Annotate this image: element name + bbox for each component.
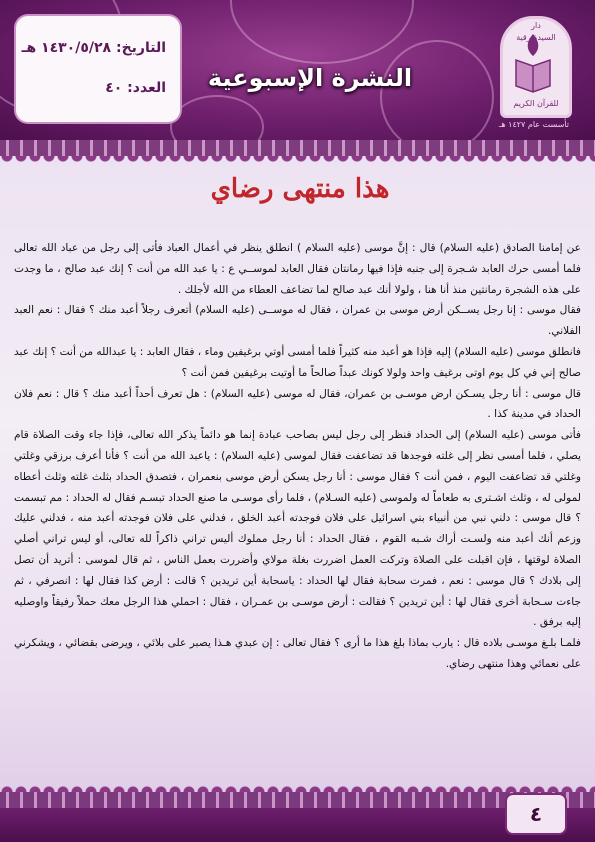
article-body <box>14 238 581 675</box>
top-lace-border <box>0 156 595 168</box>
issue-info-box <box>16 16 180 122</box>
decorative-swirl <box>380 40 494 154</box>
article-paragraph: فانطلق موسى (عليه السلام) إليه فإذا هو أعبد منه كثيراً فلما أمسى أوتي برغيفين وماء ، فقال العابد : يا عبدالله من أنت ؟ إنك عبد صالح إني في كل يوم اوتى برغيف واحد ولولا كونك عبداً صالحاً ما أوتيت برغيفين فمن أنت ؟ <box>14 345 581 379</box>
article-paragraph: فلمـا بلـغ موسـى بلاده قال : يارب بماذا بلغ هذا ما أرى ؟ فقال تعالى : إن عبدي هـذا يصبر على بلائي ، ويرضى بقضائي ، ويشكرني على نعمائي وهذا منتهى رضاي. <box>14 637 581 670</box>
article-paragraph: قال موسى : أنا رجل يسـكن ارض موسـى بن عمران، فقال له موسى (عليه السلام) : هل تعرف أحداً أعبد منك ؟ قال : نعم فلان الحداد في مدينة كذا . <box>14 387 581 421</box>
article-paragraph: فأتى موسى (عليه السلام) إلى الحداد فنظر إلى رجل ليس بصاحب عبادة إنما هو دائماً يذكر الله تعالى، فإذا جاء وقت الصلاة قام يصلي ، فلما أمسى نظر إلى غلته فوجدها قد تضاعفت فقال لموسى (عليه السلام) : ياعبد الله من أنت ؟ فأنا أعرف برزقي وغلتي وغلتي قد تضاعفت اليوم ، فمن أنت ؟ فقال موسى : أنا رجل يسكن أرض موسى بنعمران ، فتصدق الحداد بثلث غلته وثلث أعطاه لمولى له ، وثلث اشـترى به طعاماً له ولموسى (عليه السـلام) ، فلما رأى موسـى ما صنع الحداد تبسـم فقال له الحداد : مم تبسمت ؟ قال موسى : دلني نبي من أنبياء بني اسرائيل على فلان فوجدته أعبد الخلق ، فدلني على فلان فوجدته أعبد منه ، فدلني عليك وزعم أنك أعبد منه ولسـت أراك شـبه القوم ، فقال الحداد : أنا رجل مملوك أليس تراني ذاكراً لله تعالى، أو ليس تراني أصلي الصلاة لوقتها ، فإن اقبلت على الصلاة وتركت العمل اضررت بغلة مولاي وأضررت بعمل الناس ، ثم قال لموسى : أتريد أن تصل إلى بلادك ؟ قال موسى : نعم ، فمرت سحابة فقال لها الحداد : ياسحابة أين تريدين ؟ قالت : أرض كذا فقال لها : انصرفي ، ثم جاءت سـحابة أخرى فقال لها : أين تريدين ؟ فقالت : أرض موسـى بن عمـران ، فقال : احملي هذا الرجل معك حملاً رفيقاً واوصليه إليه برفق . <box>14 429 581 629</box>
page-number-badge <box>505 793 567 835</box>
book-icon <box>500 16 566 112</box>
bottom-lace-border <box>0 780 595 792</box>
institution-logo <box>478 6 590 134</box>
issue-date: التاريخ: ١٤٣٠/٥/٢٨ هـ <box>21 40 166 56</box>
logo-text-line2: السيدة رقية <box>516 33 556 42</box>
article-title: هذا منتهى رضاي <box>210 174 390 204</box>
top-ornament-band <box>0 140 595 156</box>
page-number: ٤ <box>529 802 543 826</box>
issue-number: العدد: ٤٠ <box>105 80 166 96</box>
logo-frame <box>500 16 572 118</box>
logo-text-line1: دار <box>531 21 541 30</box>
article-paragraph: فقال موسى : إنا رجل يســكن أرض موسى بن عمران ، فقال له موســى (عليه السلام) أتعرف رجلاً أعبد منك ؟ فقال : نعم العبد الفلاني. <box>14 304 581 338</box>
article-paragraph: عن إمامنا الصادق (عليه السلام) قال : إنَّ موسى (عليه السلام ) انطلق ينظر في أعمال العباد فأتى إلى رجل من عباد الله تعالى فلما أمسى حرك العابد شـجرة إلى جنبه فإذا فيها رمانتان فقال العابد لموســي ع : يا عبد الله من أنت ؟ إنك عبد صالح ، ما وجدت على هذه الشجرة رمانتين منذ أنا هنا ، ولولا أنك عبد صالح لما تضاعف العطاء من الله لأجلك . <box>14 242 581 296</box>
logo-founded: تأسست عام ١٤٢٧ هـ <box>499 120 569 129</box>
bulletin-title: النشرة الإسبوعية <box>207 64 413 92</box>
decorative-swirl <box>230 0 414 64</box>
header-banner <box>0 0 595 140</box>
logo-text-line3: للقرآن الكريم <box>513 99 559 108</box>
